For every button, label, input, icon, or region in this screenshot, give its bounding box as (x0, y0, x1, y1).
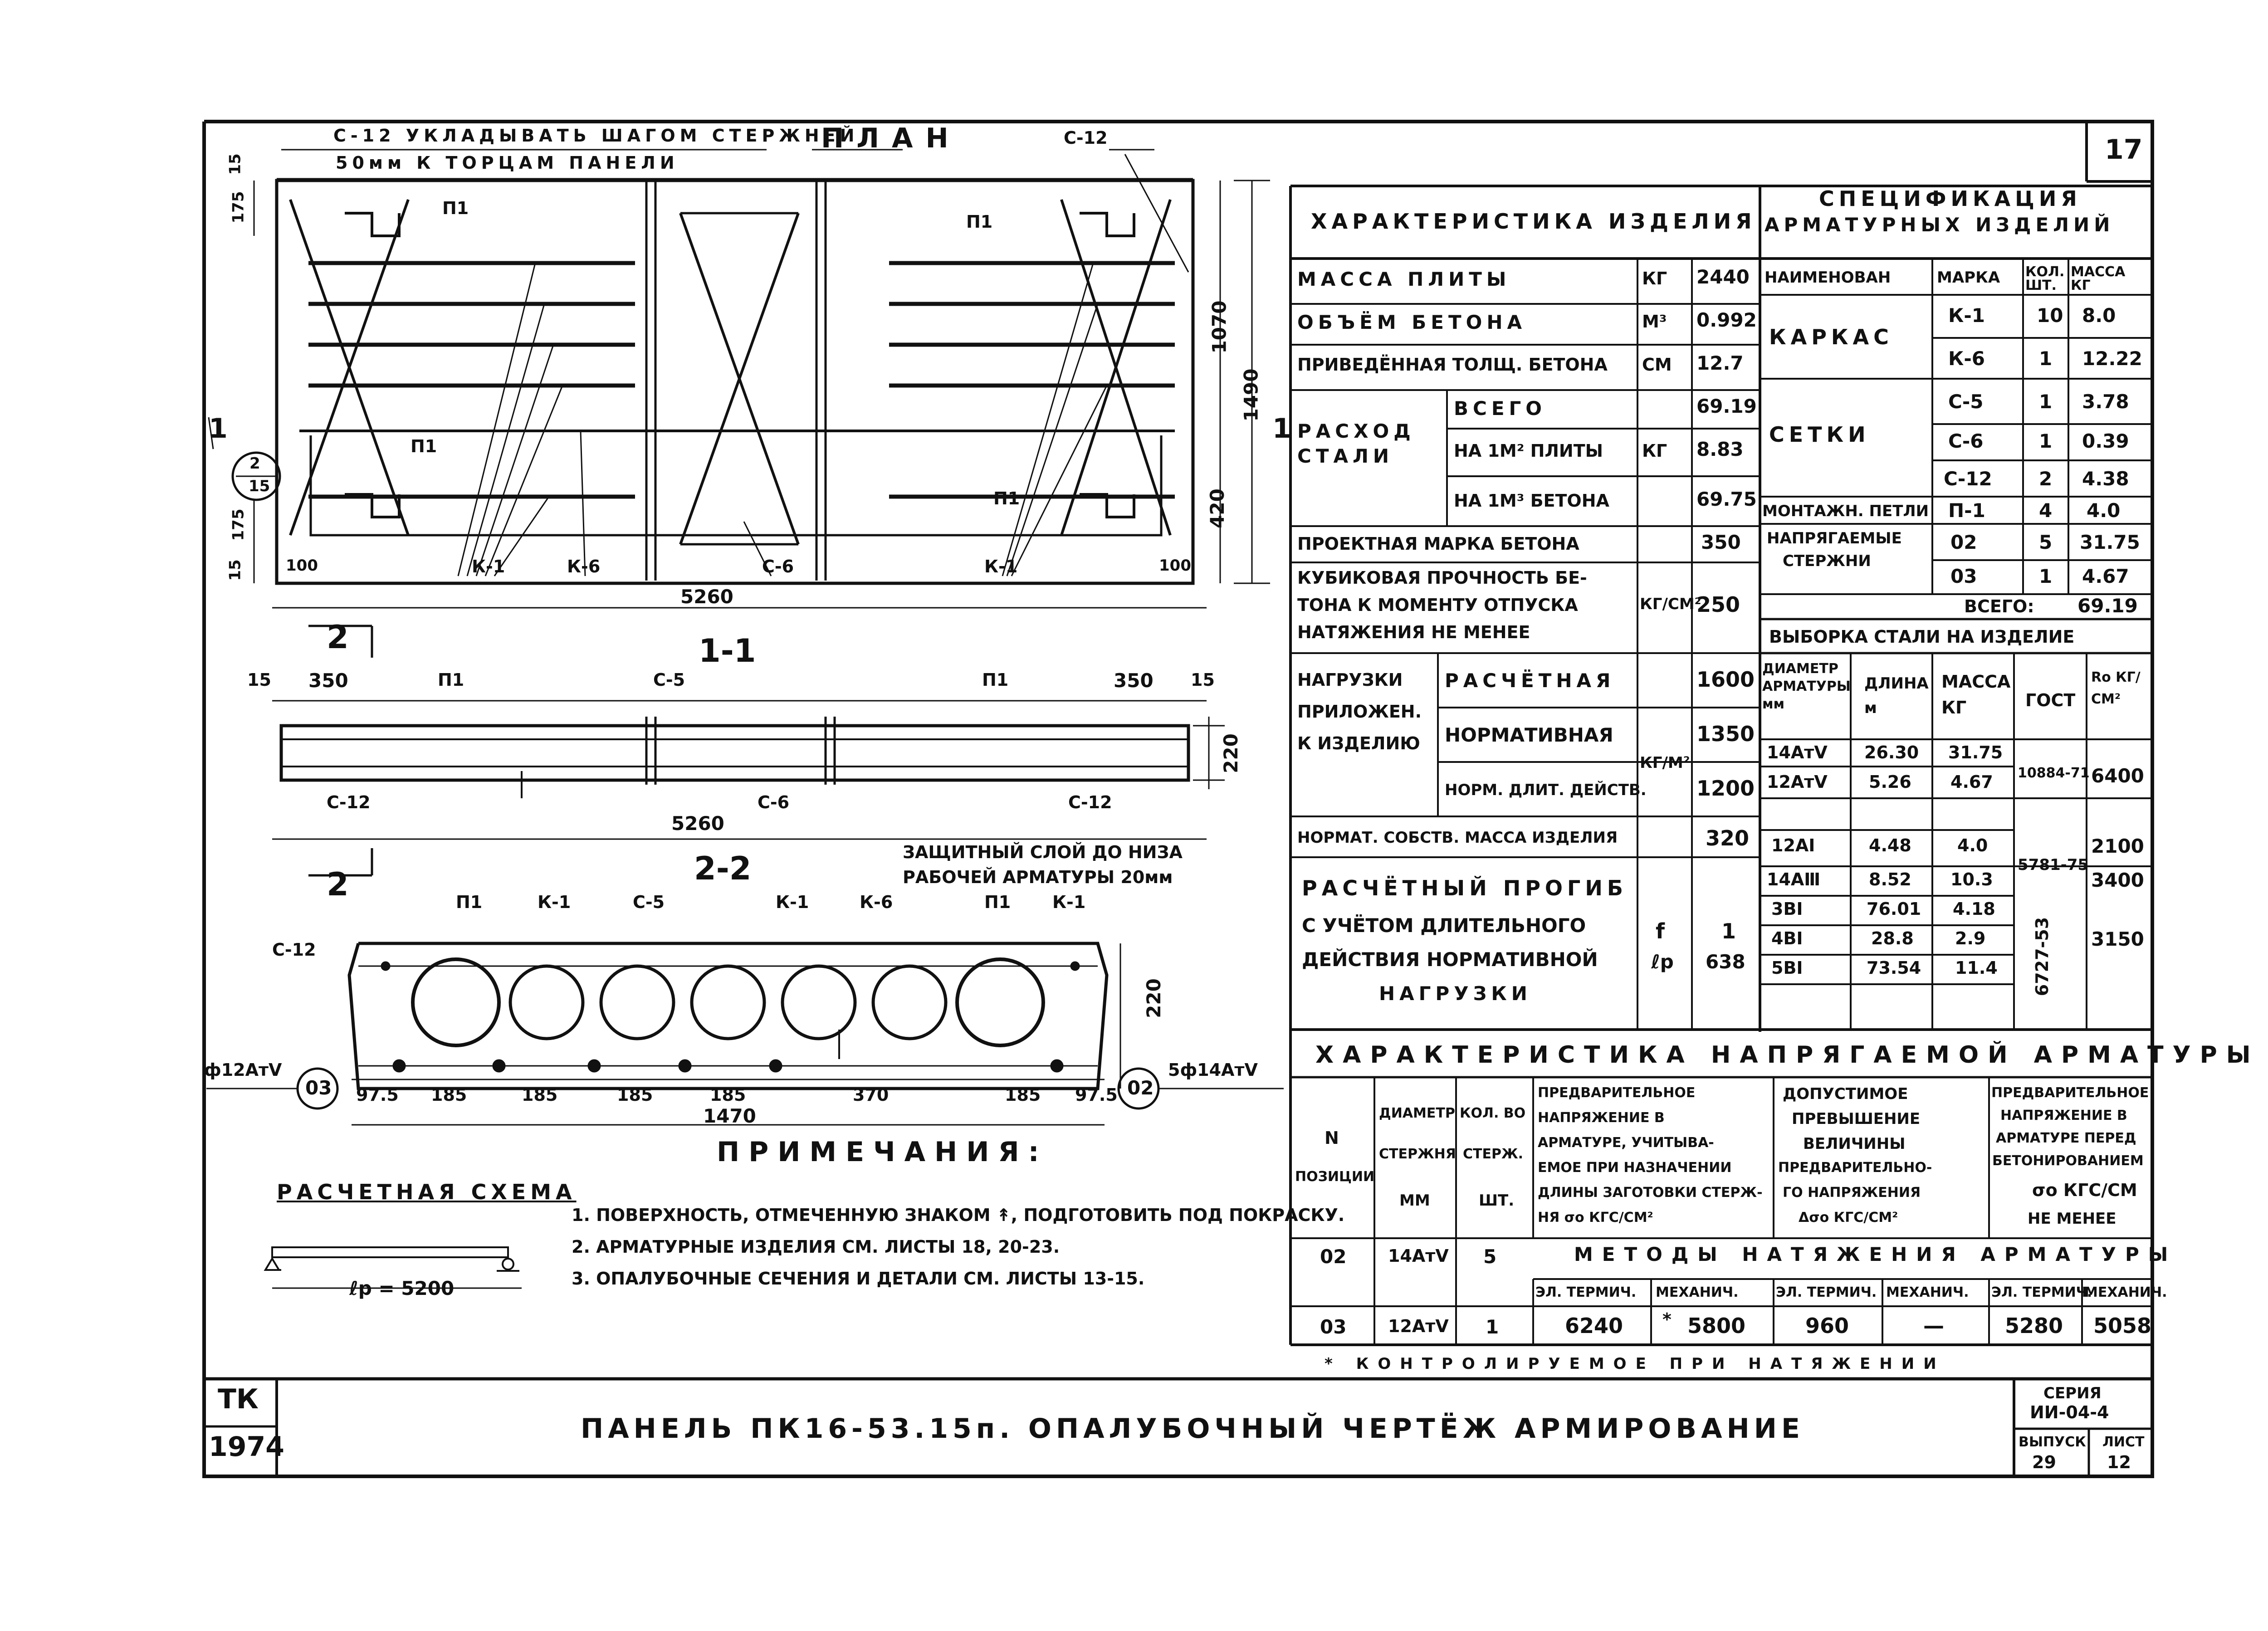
s11-dim-5260: 5260 (671, 812, 724, 835)
tension-r03-qty: 1 (1486, 1316, 1499, 1338)
steel-header-mass: МАССА КГ (1941, 672, 2011, 718)
char-defl-unit-top: f (1656, 919, 1665, 943)
s22-label-k1-mid: К-1 (776, 892, 809, 912)
steel-r0-len: 26.30 (1864, 742, 1919, 762)
steel-r5-len: 28.8 (1871, 928, 1914, 948)
tension-sub-thermal-3: ЭЛ. ТЕРМИЧ. (1991, 1284, 2092, 1300)
char-load-long-label: НОРМ. ДЛИТ. ДЕЙСТВ. (1445, 781, 1647, 799)
cut-marker-num: 2 (249, 454, 260, 473)
section11-title: 1-1 (699, 632, 756, 669)
s11-note-line1: ЗАЩИТНЫЙ СЛОЙ ДО НИЗА (903, 842, 1183, 862)
s22-dim-185-e: 185 (1005, 1085, 1041, 1105)
tension-col-before-6: НЕ МЕНЕЕ (2028, 1210, 2116, 1228)
tension-col-before-5: σо КГС/СМ (2032, 1180, 2137, 1200)
char-defl-label-3: ДЕЙСТВИЯ НОРМАТИВНОЙ (1302, 948, 1598, 971)
spec-r6-mark: 02 (1950, 531, 1977, 553)
char-steel-m2-label: НА 1М² ПЛИТЫ (1454, 441, 1603, 461)
spec-r6-qty: 5 (2039, 531, 2053, 553)
s22-label-c12: С-12 (272, 940, 316, 960)
s22-dim-185-b: 185 (522, 1085, 558, 1105)
char-loads-label-1: НАГРУЗКИ (1297, 670, 1403, 690)
drawing-title: ПАНЕЛЬ ПК16-53.15п. ОПАЛУБОЧНЫЙ ЧЕРТЁЖ АРМИРОВАНИЕ (581, 1413, 1804, 1445)
spec-r5-mass: 4.0 (2087, 499, 2121, 522)
tension-col-qty-3: ШТ. (1479, 1192, 1515, 1210)
spec-r0-mass: 8.0 (2082, 304, 2116, 327)
char-volume-label: ОБЪЁМ БЕТОНА (1297, 311, 1526, 333)
tension-sub-thermal-1: ЭЛ. ТЕРМИЧ. (1535, 1284, 1637, 1300)
steel-r3-mass: 10.3 (1950, 869, 1993, 889)
s22-dim-1470: 1470 (703, 1105, 756, 1127)
org-line-2: 1974 (209, 1431, 284, 1463)
plan-dim-1070: 1070 (1208, 300, 1231, 354)
steel-r-3: 3400 (2091, 869, 2144, 891)
spec-r0-mark: К-1 (1948, 304, 1985, 327)
spec-title-1: СПЕЦИФИКАЦИЯ (1819, 186, 2082, 211)
char-thick-value: 12.7 (1696, 352, 1744, 374)
tension-title: ХАРАКТЕРИСТИКА НАПРЯГАЕМОЙ АРМАТУРЫ (1315, 1041, 2260, 1069)
plan-dim-15-bottom: 15 (226, 559, 244, 581)
s22-dim-185-d: 185 (710, 1085, 746, 1105)
plan-section-mark-left: 1 (209, 413, 228, 444)
s11-dim-220: 220 (1219, 733, 1242, 773)
s22-dim-975-left: 97.5 (356, 1085, 399, 1105)
char-load-calc-value: 1600 (1696, 667, 1755, 692)
tension-col-exc-1: ДОПУСТИМОЕ (1783, 1085, 1908, 1103)
char-loads-label-3: К ИЗДЕЛИЮ (1297, 733, 1420, 753)
char-grade-value: 350 (1701, 531, 1741, 553)
notes-title: ПРИМЕЧАНИЯ: (717, 1136, 1048, 1168)
sheet-value: 12 (2107, 1452, 2131, 1472)
spec-group-tendons-2: СТЕРЖНИ (1783, 552, 1871, 570)
sheet-number: 17 (2105, 134, 2143, 166)
s22-dim-185-c: 185 (617, 1085, 653, 1105)
s22-right-pos: 02 (1127, 1077, 1154, 1099)
s11-dim-15-right: 15 (1191, 670, 1215, 690)
tension-r03-pre-thermal: 6240 (1565, 1314, 1623, 1338)
char-cube-label-3: НАТЯЖЕНИЯ НЕ МЕНЕЕ (1297, 622, 1530, 642)
tension-r02-qty: 5 (1483, 1245, 1497, 1268)
s22-label-p1-right: П1 (984, 892, 1011, 912)
spec-total-label: ВСЕГО: (1964, 596, 2034, 616)
spec-group-mesh: СЕТКИ (1769, 422, 1870, 447)
plan-label-p1-top-right: П1 (966, 212, 993, 232)
cut-marker-sheet: 15 (249, 477, 270, 495)
tension-r03-before-thermal: 5280 (2005, 1314, 2063, 1338)
char-cube-label-1: КУБИКОВАЯ ПРОЧНОСТЬ БЕ- (1297, 568, 1587, 588)
s11-note-line2: РАБОЧЕЙ АРМАТУРЫ 20мм (903, 867, 1173, 887)
s22-dim-185-a: 185 (431, 1085, 467, 1105)
s11-label-p1-right: П1 (982, 670, 1009, 690)
char-mass-label: МАССА ПЛИТЫ (1297, 268, 1511, 290)
note-1: 1. ПОВЕРХНОСТЬ, ОТМЕЧЕННУЮ ЗНАКОМ ↟, ПОДГОТОВИТЬ ПОД ПОКРАСКУ. (572, 1205, 1345, 1225)
steel-r4-diam: 3ВⅠ (1771, 899, 1803, 919)
s22-label-k1-left: К-1 (538, 892, 571, 912)
tension-col-pre-6: НЯ σо КГС/СМ² (1538, 1210, 1653, 1226)
s11-label-c12-left: С-12 (327, 792, 371, 812)
issue-value: 29 (2032, 1452, 2056, 1472)
series-value: ИИ-04-4 (2030, 1402, 2109, 1422)
plan-label-k1-right: К-1 (984, 557, 1018, 576)
note-3: 3. ОПАЛУБОЧНЫЕ СЕЧЕНИЯ И ДЕТАЛИ СМ. ЛИСТЫ 13-15. (572, 1269, 1145, 1289)
plan-dim-1490: 1490 (1240, 368, 1262, 422)
plan-dim-15-top: 15 (226, 153, 244, 175)
spec-header-qty: КОЛ. ШТ. (2025, 264, 2065, 293)
char-mass-unit: КГ (1642, 269, 1667, 288)
char-selfw-value: 320 (1706, 826, 1750, 850)
char-steel-m3-label: НА 1М³ БЕТОНА (1454, 491, 1609, 511)
spec-r3-mass: 0.39 (2082, 430, 2129, 452)
steel-title: ВЫБОРКА СТАЛИ НА ИЗДЕЛИЕ (1769, 627, 2075, 647)
spec-r4-mark: С-12 (1944, 468, 1992, 490)
plan-label-k1-left: К-1 (472, 557, 505, 576)
plan-dim-100-left: 100 (286, 557, 318, 575)
steel-r6-diam: 5ВⅠ (1771, 958, 1803, 978)
series-label: СЕРИЯ (2043, 1384, 2102, 1402)
spec-r7-mark: 03 (1950, 565, 1977, 587)
tension-r03-before-mech: 5058 (2093, 1314, 2152, 1338)
s22-dim-975-right: 97.5 (1075, 1085, 1118, 1105)
s22-left-pos: 03 (305, 1077, 332, 1099)
tension-col-exc-6: Δσо КГС/СМ² (1799, 1210, 1898, 1226)
steel-r6-mass: 11.4 (1955, 958, 1998, 978)
spec-r3-mark: С-6 (1948, 430, 1984, 452)
char-volume-value: 0.992 (1696, 309, 1757, 331)
tension-col-diam-3: ММ (1399, 1192, 1430, 1210)
plan-label-p1-bottom-left: П1 (411, 436, 437, 456)
steel-r1-diam: 12АтⅤ (1767, 772, 1828, 792)
s11-label-c6: С-6 (758, 792, 790, 812)
spec-group-tendons-1: НАПРЯГАЕМЫЕ (1767, 529, 1902, 547)
char-steel-total-label: ВСЕГО (1454, 397, 1546, 420)
steel-gost-1: 10884-71 (2018, 765, 2090, 781)
s22-dim-220: 220 (1142, 978, 1165, 1018)
characteristics-title: ХАРАКТЕРИСТИКА ИЗДЕЛИЯ (1311, 209, 1756, 234)
steel-r2-mass: 4.0 (1957, 835, 1988, 855)
spec-r7-mass: 4.67 (2082, 565, 2129, 587)
steel-r6-len: 73.54 (1867, 958, 1921, 978)
tension-col-pre-5: ДЛИНЫ ЗАГОТОВКИ СТЕРЖ- (1538, 1185, 1763, 1201)
plan-dim-175-bottom: 175 (229, 508, 248, 541)
char-defl-unit-bottom: ℓр (1651, 951, 1674, 973)
section22-title: 2-2 (694, 850, 752, 887)
spec-total-value: 69.19 (2077, 595, 2138, 617)
tension-star: * (1662, 1309, 1672, 1329)
s22-label-p1-left: П1 (456, 892, 483, 912)
spec-r6-mass: 31.75 (2080, 531, 2140, 553)
plan-label-p1-bottom-right: П1 (993, 488, 1020, 508)
plan-title: ПЛАН (821, 122, 961, 154)
tension-col-exc-2: ПРЕВЫШЕНИЕ (1792, 1110, 1921, 1128)
plan-dim-420: 420 (1206, 488, 1228, 528)
tension-col-qty-1: КОЛ. ВО (1460, 1105, 1526, 1121)
char-defl-value-bottom: 638 (1706, 951, 1745, 973)
spec-r2-mass: 3.78 (2082, 391, 2129, 413)
char-selfw-label: НОРМАТ. СОБСТВ. МАССА ИЗДЕЛИЯ (1297, 829, 1618, 847)
spec-title-2: АРМАТУРНЫХ ИЗДЕЛИЙ (1765, 214, 2115, 236)
spec-r1-mass: 12.22 (2082, 347, 2142, 370)
tension-col-exc-3: ВЕЛИЧИНЫ (1803, 1135, 1906, 1153)
steel-r2-diam: 12АⅠ (1771, 835, 1815, 855)
spec-r4-mass: 4.38 (2082, 468, 2129, 490)
steel-r2-len: 4.48 (1869, 835, 1911, 855)
char-load-unit: КГ/М² (1640, 754, 1690, 772)
char-defl-label-2: С УЧЁТОМ ДЛИТЕЛЬНОГО (1302, 914, 1586, 937)
tension-sub-mech-2: МЕХАНИЧ. (1886, 1284, 1969, 1300)
tension-col-pos-1: N (1325, 1128, 1339, 1148)
spec-group-loops: МОНТАЖН. ПЕТЛИ (1762, 502, 1929, 520)
char-steel-m3-value: 69.75 (1696, 488, 1757, 510)
s11-dim-350-right: 350 (1114, 669, 1154, 692)
spec-r7-qty: 1 (2039, 565, 2053, 587)
plan-label-p1-top-left: П1 (442, 198, 469, 218)
tension-col-before-2: НАПРЯЖЕНИЕ В (2000, 1108, 2127, 1123)
tension-r03-pos: 03 (1320, 1316, 1347, 1338)
tension-r02-diam: 14АтⅤ (1388, 1246, 1449, 1266)
char-load-calc-label: РАСЧЁТНАЯ (1445, 669, 1615, 692)
tension-sub-mech-3: МЕХАНИЧ. (2084, 1284, 2167, 1300)
org-line-1: ТК (218, 1383, 259, 1415)
s11-label-c12-right: С-12 (1068, 792, 1112, 812)
steel-header-diam: ДИАМЕТР АРМАТУРЫ мм (1762, 661, 1851, 712)
tension-col-pre-4: ЕМОЕ ПРИ НАЗНАЧЕНИИ (1538, 1160, 1732, 1176)
plan-view (209, 150, 1270, 608)
char-cube-value: 250 (1696, 592, 1740, 617)
tension-r03-pre-mech: 5800 (1687, 1314, 1746, 1338)
spec-r5-qty: 4 (2039, 499, 2053, 522)
spec-r3-qty: 1 (2039, 430, 2053, 452)
steel-r5-mass: 2.9 (1955, 928, 1986, 948)
plan-dim-5260: 5260 (680, 586, 733, 608)
steel-r0-diam: 14АтⅤ (1767, 742, 1828, 762)
s22-label-k1-right: К-1 (1052, 892, 1086, 912)
steel-gost-3: 6727-53 (2032, 917, 2053, 996)
tension-col-pre-2: НАПРЯЖЕНИЕ В (1538, 1110, 1665, 1126)
steel-header-gost: ГОСТ (2025, 690, 2076, 710)
char-loads-label-2: ПРИЛОЖЕН. (1297, 702, 1422, 722)
char-cube-label-2: ТОНА К МОМЕНТУ ОТПУСКА (1297, 595, 1578, 615)
tension-r02-pos: 02 (1320, 1245, 1347, 1268)
plan-label-k6: К-6 (567, 557, 601, 576)
s11-label-p1-left: П1 (438, 670, 464, 690)
spec-r0-qty: 10 (2037, 304, 2063, 327)
char-mass-value: 2440 (1696, 266, 1750, 288)
s22-left-bar: ф12АтⅤ (204, 1060, 282, 1080)
steel-r5-diam: 4ВⅠ (1771, 928, 1803, 948)
spec-r4-qty: 2 (2039, 468, 2053, 490)
tension-col-before-3: АРМАТУРЕ ПЕРЕД (1996, 1130, 2136, 1146)
tension-col-pos-2: ПОЗИЦИИ (1295, 1169, 1375, 1185)
plan-note-line1: С-12 УКЛАДЫВАТЬ ШАГОМ СТЕРЖНЕЙ (333, 126, 859, 146)
spec-header-mark: МАРКА (1937, 269, 2000, 287)
spec-r2-qty: 1 (2039, 391, 2053, 413)
char-thick-unit: СМ (1642, 355, 1672, 375)
tension-sub-mech-1: МЕХАНИЧ. (1656, 1284, 1739, 1300)
tension-col-pre-3: АРМАТУРЕ, УЧИТЫВА- (1538, 1135, 1714, 1151)
s11-dim-15-left: 15 (247, 670, 271, 690)
s11-dim-350-left: 350 (308, 669, 348, 692)
spec-r5-mark: П-1 (1948, 499, 1985, 522)
char-cube-unit: КГ/СМ² (1640, 595, 1701, 613)
steel-r3-len: 8.52 (1869, 869, 1911, 889)
tension-col-exc-5: ГО НАПРЯЖЕНИЯ (1783, 1185, 1921, 1201)
plan-label-c6: С-6 (762, 557, 794, 576)
steel-gost-2: 5781-75 (2018, 856, 2089, 874)
s22-dim-370: 370 (853, 1085, 889, 1105)
tension-col-qty-2: СТЕРЖ. (1463, 1146, 1524, 1162)
char-load-norm-label: НОРМАТИВНАЯ (1445, 724, 1613, 746)
steel-r1-len: 5.26 (1869, 772, 1911, 792)
s22-label-c5: С-5 (633, 892, 665, 912)
char-steel-unit: КГ (1642, 441, 1667, 461)
spec-group-frame: КАРКАС (1769, 325, 1893, 349)
steel-r-4: 3150 (2091, 928, 2144, 950)
char-volume-unit: М³ (1642, 312, 1667, 332)
section11-cut-mark-bottom: 2 (327, 866, 349, 903)
tension-r03-diam: 12АтⅤ (1388, 1316, 1449, 1336)
tension-col-diam-2: СТЕРЖНЯ (1379, 1146, 1456, 1162)
char-load-long-value: 1200 (1696, 776, 1755, 801)
note-2: 2. АРМАТУРНЫЕ ИЗДЕЛИЯ СМ. ЛИСТЫ 18, 20-23. (572, 1237, 1060, 1257)
calc-scheme-span: ℓр = 5200 (349, 1277, 455, 1299)
char-load-norm-value: 1350 (1696, 722, 1755, 746)
char-grade-label: ПРОЕКТНАЯ МАРКА БЕТОНА (1297, 534, 1579, 554)
spec-header-mass: МАССА КГ (2071, 264, 2126, 293)
s22-label-k6: К-6 (860, 892, 893, 912)
steel-r0-mass: 31.75 (1948, 742, 2003, 762)
steel-r1-mass: 4.67 (1950, 772, 1993, 792)
steel-header-r: Rо КГ/СМ² (2091, 669, 2141, 707)
tension-col-before-4: БЕТОНИРОВАНИЕМ (1992, 1153, 2144, 1169)
plan-section-mark-right: 1 (1272, 413, 1291, 444)
s11-label-c5: С-5 (653, 670, 685, 690)
char-steel-label-2: СТАЛИ (1297, 445, 1394, 467)
s22-right-bar: 5ф14АтⅤ (1168, 1060, 1258, 1080)
steel-r4-mass: 4.18 (1953, 899, 1995, 919)
sheet-label: ЛИСТ (2102, 1434, 2145, 1450)
steel-r4-len: 76.01 (1867, 899, 1921, 919)
spec-r1-qty: 1 (2039, 347, 2053, 370)
tension-r03-exc-mech: — (1923, 1314, 1944, 1338)
calc-scheme-title: РАСЧЕТНАЯ СХЕМА (277, 1180, 577, 1204)
plan-label-c12: С-12 (1064, 128, 1108, 148)
char-defl-label-4: НАГРУЗКИ (1379, 982, 1532, 1005)
char-thick-label: ПРИВЕДЁННАЯ ТОЛЩ. БЕТОНА (1297, 355, 1608, 375)
tension-col-diam-1: ДИАМЕТР (1379, 1105, 1455, 1121)
steel-header-len: ДЛИНА м (1864, 674, 1929, 718)
char-steel-m2-value: 8.83 (1696, 438, 1744, 460)
issue-label: ВЫПУСК (2019, 1434, 2086, 1450)
spec-header-name: НАИМЕНОВАН (1765, 269, 1891, 287)
char-defl-label-1: РАСЧЁТНЫЙ ПРОГИБ (1302, 876, 1628, 900)
char-steel-total-value: 69.19 (1696, 395, 1757, 417)
char-defl-value-top: 1 (1721, 919, 1736, 943)
plan-dim-175-top: 175 (229, 191, 248, 224)
steel-r3-diam: 14АⅢ (1767, 869, 1821, 889)
char-steel-label-1: РАСХОД (1297, 420, 1415, 442)
section11-cut-mark-top: 2 (327, 619, 349, 656)
tension-sub-thermal-2: ЭЛ. ТЕРМИЧ. (1776, 1284, 1877, 1300)
plan-note-line2: 50мм К ТОРЦАМ ПАНЕЛИ (336, 153, 679, 173)
tension-col-before-1: ПРЕДВАРИТЕЛЬНОЕ (1991, 1085, 2149, 1101)
spec-r2-mark: С-5 (1948, 391, 1984, 413)
spec-r1-mark: К-6 (1948, 347, 1985, 370)
tension-col-exc-4: ПРЕДВАРИТЕЛЬНО- (1778, 1160, 1932, 1176)
steel-r-2: 2100 (2091, 835, 2144, 857)
plan-dim-100-right: 100 (1159, 557, 1191, 575)
tension-r03-exc-thermal: 960 (1805, 1314, 1849, 1338)
tension-col-pre-1: ПРЕДВАРИТЕЛЬНОЕ (1538, 1085, 1696, 1101)
tension-footnote: * КОНТРОЛИРУЕМОЕ ПРИ НАТЯЖЕНИИ (1325, 1355, 1945, 1373)
steel-r-1: 6400 (2091, 765, 2144, 787)
tension-methods-title: МЕТОДЫ НАТЯЖЕНИЯ АРМАТУРЫ (1574, 1243, 2177, 1265)
